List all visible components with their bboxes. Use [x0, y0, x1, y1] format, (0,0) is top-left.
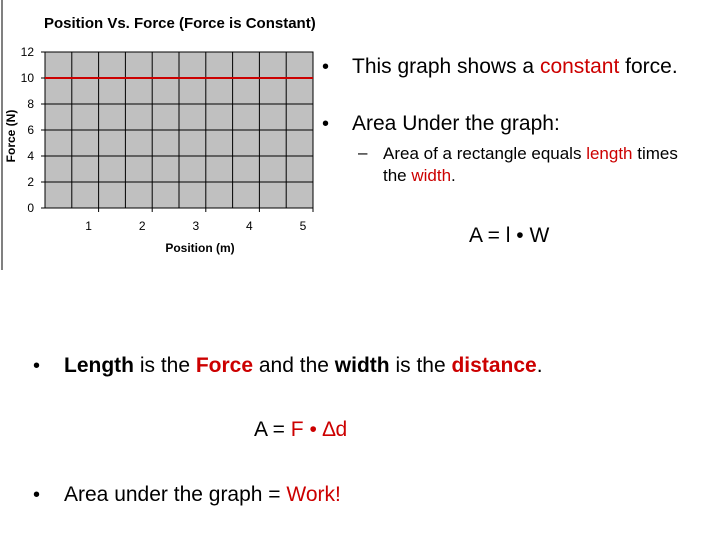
y-tick-label: 0: [27, 201, 34, 215]
bullet-1-post: force.: [619, 55, 678, 78]
bullet-3-marker: •: [33, 355, 41, 377]
formula2-fd: F • ∆d: [290, 418, 348, 441]
sub-length: length: [586, 144, 633, 163]
sub-pre: Area of a rectangle equals: [383, 144, 587, 163]
y-tick-label: 4: [27, 149, 34, 163]
bullet-1-marker: •: [322, 56, 330, 78]
bullet-1-text: [352, 54, 692, 80]
y-tick-label: 6: [27, 123, 34, 137]
b3-length: Length: [64, 354, 134, 377]
y-axis-label: Force (N): [4, 109, 18, 163]
x-axis-label: Position (m): [165, 241, 235, 255]
b3-is-the-2: is the: [389, 354, 452, 377]
sub-mid: times the: [383, 144, 678, 185]
b3-and-the: and the: [253, 354, 335, 377]
bullet-1-constant: constant: [539, 55, 620, 78]
sub-bullet-text: [383, 143, 693, 187]
x-tick-label: 1: [85, 219, 92, 233]
y-tick-label: 8: [27, 97, 34, 111]
x-tick-label: 3: [192, 219, 200, 233]
b3-distance: distance: [451, 354, 537, 377]
force-position-chart: [0, 0, 330, 272]
y-tick-label: 12: [20, 45, 34, 59]
bullet-2-marker: •: [322, 113, 330, 135]
b3-period: .: [536, 354, 543, 377]
bullet-2-text: Area Under the graph:: [352, 112, 560, 135]
bullet-4-text: [64, 482, 341, 508]
bullet-4-marker: •: [33, 484, 41, 506]
y-tick-label: 10: [20, 71, 34, 85]
bullet-1-pre: This graph shows a: [352, 55, 540, 78]
b4-work: Work!: [286, 483, 341, 506]
sub-bullet-dash: –: [358, 143, 368, 162]
sub-width: width: [411, 166, 452, 185]
x-tick-label: 2: [138, 219, 146, 233]
b4-pre: Area under the graph =: [64, 483, 287, 506]
formula-area-lw: A = l • W: [469, 224, 550, 247]
y-tick-label: 2: [27, 175, 34, 189]
formula-area-fd: [254, 418, 347, 442]
b3-width: width: [334, 354, 390, 377]
bullet-3-text: [64, 353, 543, 379]
formula2-a: A =: [254, 418, 291, 441]
x-tick-label: 4: [246, 219, 253, 233]
x-tick-label: 5: [299, 219, 307, 233]
sub-end: .: [451, 166, 456, 185]
b3-force: Force: [195, 354, 254, 377]
b3-is-the: is the: [133, 354, 196, 377]
chart-title: Position Vs. Force (Force is Constant): [44, 15, 316, 32]
